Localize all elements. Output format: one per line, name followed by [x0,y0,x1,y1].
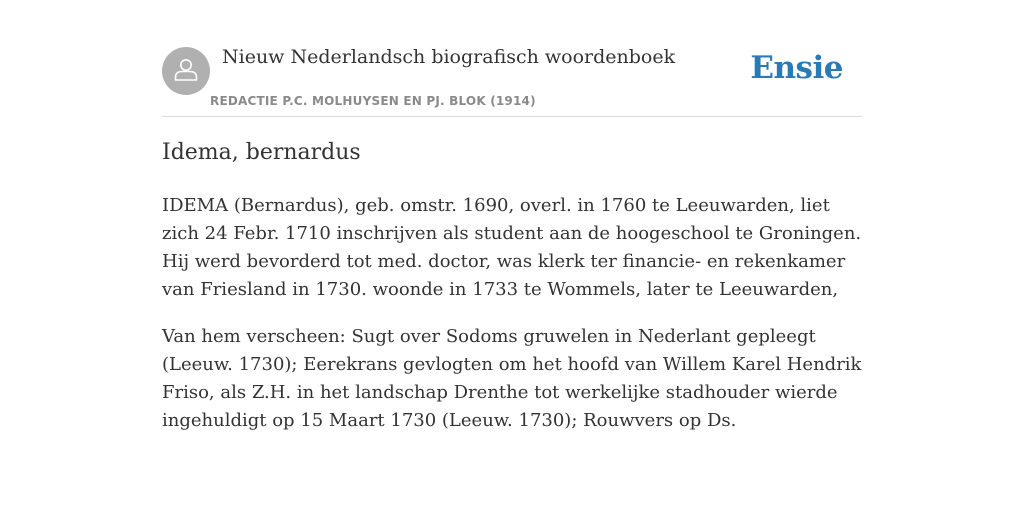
editors-subtitle: REDACTIE P.C. MOLHUYSEN EN PJ. BLOK (1914) [210,94,536,108]
entry-title: Idema, bernardus [162,140,361,165]
source-header [162,40,862,117]
entry-paragraph: IDEMA (Bernardus), geb. omstr. 1690, overl. in 1760 te Leeuwarden, liet zich 24 Febr. 1710 inschrijven als student aan de hoogeschool te Groningen. Hij werd bevorderd tot med. doctor, was klerk ter financie- en rekenkamer van Friesland in 1730. woonde in 1733 te Wommels, later te Leeuwarden, [162,195,862,300]
entry-paragraph: Van hem verscheen: Sugt over Sodoms gruwelen in Nederlant gepleegt (Leeuw. 1730); Eerekrans gevlogten om het hoofd van Willem Karel Hendrik Friso, als Z.H. in het landschap Drenthe tot werkelijke stadhouder wierde ingehuldigt op 15 Maart 1730 (Leeuw. 1730); Rouwvers op Ds. [162,326,862,431]
book-title[interactable]: Nieuw Nederlandsch biografisch woordenboek [222,46,676,68]
user-icon [171,54,201,89]
avatar[interactable] [162,47,210,95]
ensie-logo[interactable]: Ensie [750,50,843,86]
entry-content [162,192,862,454]
